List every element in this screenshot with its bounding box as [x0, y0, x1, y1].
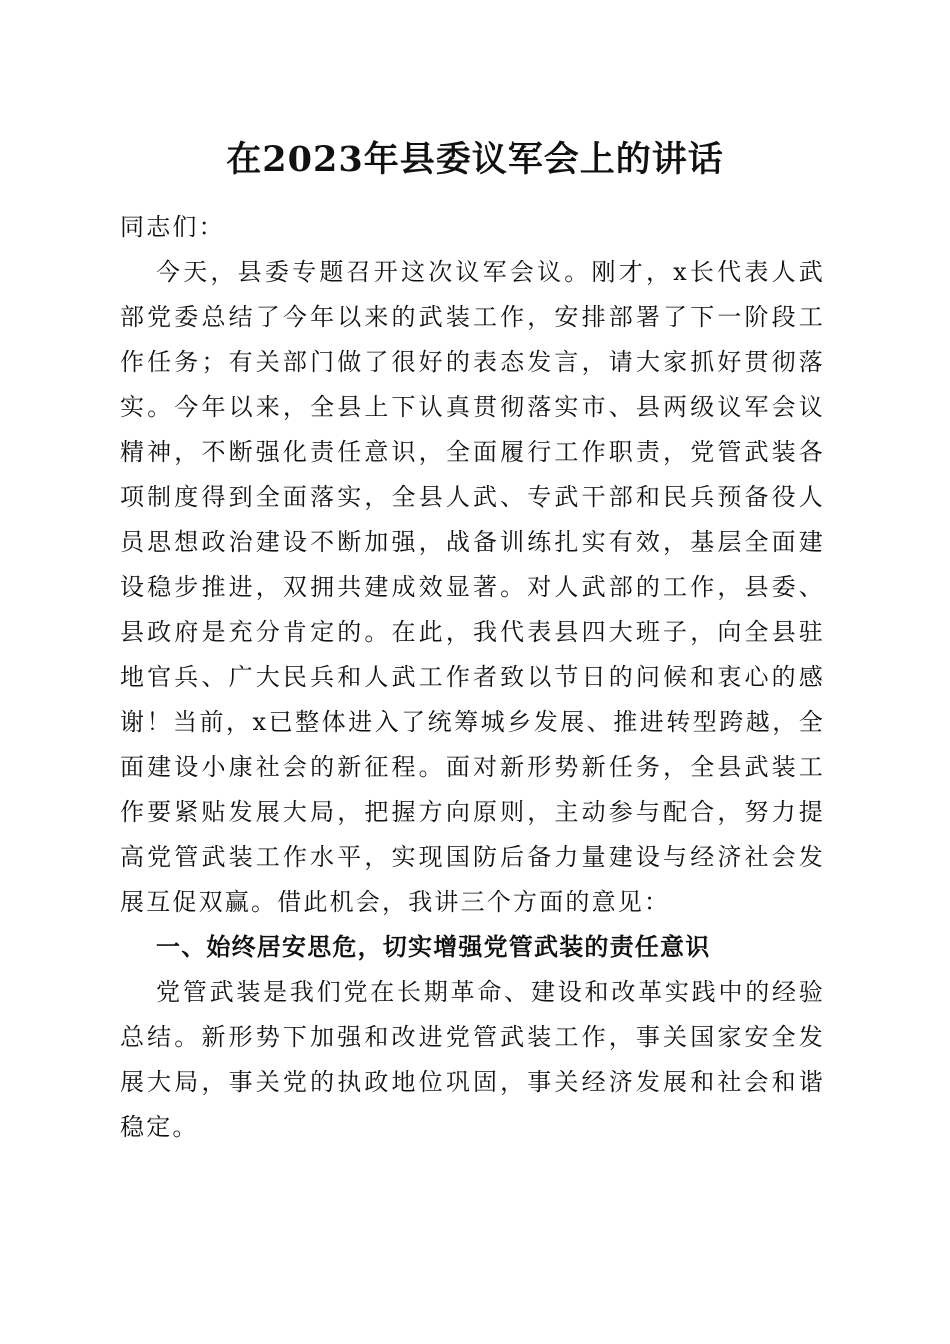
salutation: 同志们：: [120, 213, 225, 241]
section-heading: 一、始终居安思危，切实增强党管武装的责任意识: [156, 933, 711, 961]
document-body: [120, 205, 825, 1150]
section-paragraph: 党管武装是我们党在长期革命、建设和改革实践中的经验总结。新形势下加强和改进党管武装工作，事关国家安全发展大局，事关党的执政地位巩固，事关经济发展和社会和谐稳定。: [120, 978, 825, 1141]
document-title: 在2023年县委议军会上的讲话: [226, 139, 724, 180]
opening-paragraph: 今天，县委专题召开这次议军会议。刚才，x长代表人武部党委总结了今年以来的武装工作，安排部署了下一阶段工作任务；有关部门做了很好的表态发言，请大家抓好贯彻落实。今年以来，全县上下认真贯彻落实市、县两级议军会议精神，不断强化责任意识，全面履行工作职责，党管武装各项制度得到全面落实，全县人武、专武干部和民兵预备役人员思想政治建设不断加强，战备训练扎实有效，基层全面建设稳步推进，双拥共建成效显著。对人武部的工作，县委、县政府是充分肯定的。在此，我代表县四大班子，向全县驻地官兵、广大民兵和人武工作者致以节日的问候和衷心的感谢！当前，x已整体进入了统筹城乡发展、推进转型跨越，全面建设小康社会的新征程。面对新形势新任务，全县武装工作要紧贴发展大局，把握方向原则，主动参与配合，努力提高党管武装工作水平，实现国防后备力量建设与经济社会发展互促双赢。借此机会，我讲三个方面的意见：: [120, 258, 825, 916]
